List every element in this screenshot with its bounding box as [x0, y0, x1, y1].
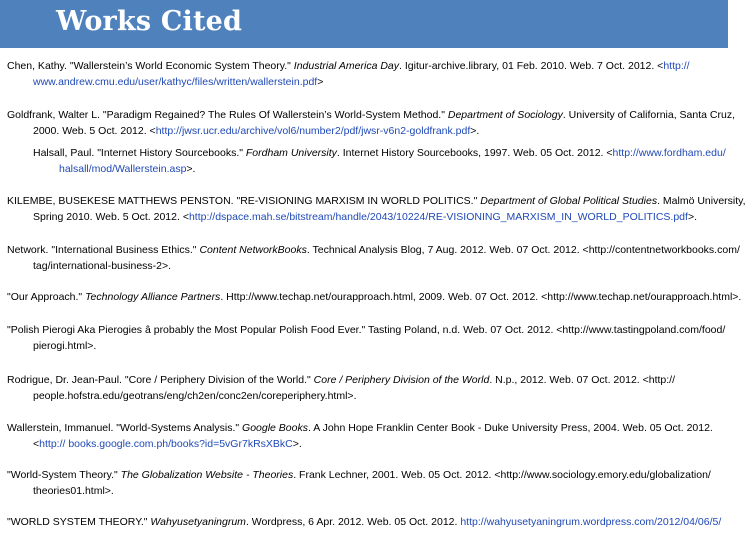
citation-details: . Malmö University, Spring 2010. Web. 5 Oct. 2012. < [33, 195, 746, 223]
citation-entry [7, 420, 747, 452]
citation-author: Goldfrank, Walter L. "Paradigm Regained? The Rules Of Wallerstein’s World-System Method." [7, 109, 448, 121]
page-title: Works Cited [56, 6, 243, 37]
citation-source: Content NetworkBooks [199, 244, 307, 256]
citation-source: Department of Global Political Studies [480, 195, 658, 207]
citation-entry [7, 514, 747, 530]
citation-author: "WORLD SYSTEM THEORY." [7, 516, 151, 528]
citation-details: . Http://www.techap.net/ourapproach.html, 2009. Web. 07 Oct. 2012. <http://www.techap.net/ourapproach.html>. [220, 291, 742, 303]
citation-entry [7, 289, 747, 305]
citation-details: . A John Hope Franklin Center Book - Duke University Press, 2004. Web. 05 Oct. 2012. < [33, 422, 713, 450]
citation-source: Department of Sociology [447, 109, 563, 121]
citation-details: . University of California, Santa Cruz, 2000. Web. 5 Oct. 2012. < [33, 109, 735, 137]
citation-source: Technology Alliance Partners [85, 291, 221, 303]
citation-details: . Internet History Sourcebooks, 1997. Web. 05 Oct. 2012. < [336, 147, 613, 159]
citation-author: "World-System Theory." [7, 469, 121, 481]
citation-link[interactable]: http://dspace.mah.se/bitstream/handle/2043/10224/RE-VISIONING_MARXISM_IN_WORLD_POLITICS.pdf [188, 211, 688, 223]
citation-author: "Our Approach." [7, 291, 86, 303]
citation-entry [7, 107, 747, 139]
citation-details: . Frank Lechner, 2001. Web. 05 Oct. 2012. <http://www.sociology.emory.edu/globalization/ theories01.html>. [33, 469, 711, 497]
citation-details: . Igitur-archive.library, 01 Feb. 2010. Web. 7 Oct. 2012. < [399, 60, 664, 72]
citation-source: Google Books [242, 422, 308, 434]
citation-details: . N.p., 2012. Web. 07 Oct. 2012. <http:// people.hofstra.edu/geotrans/eng/ch2en/conc2en/coreperiphery.html>. [33, 374, 676, 402]
citation-source: Wahyusetyaningrum [150, 516, 246, 528]
citation-source: Core / Periphery Division of the World [313, 374, 490, 386]
citation-entry [7, 467, 747, 499]
citation-author: Wallerstein, Immanuel. "World-Systems Analysis." [7, 422, 243, 434]
citation-details: . Technical Analysis Blog, 7 Aug. 2012. Web. 07 Oct. 2012. <http://contentnetworkbooks.com/ tag/international-business-2>. [33, 244, 740, 272]
citation-entry [7, 193, 747, 225]
citation-author: Chen, Kathy. "Wallerstein’s World Economic System Theory." [7, 60, 294, 72]
citation-entry [7, 372, 747, 404]
citation-link[interactable]: http://wahyusetyaningrum.wordpress.com/2012/04/06/5/ [460, 516, 722, 528]
citation-link[interactable]: http:// books.google.com.ph/books?id=5vGr7kRsXBkC [39, 438, 293, 450]
citation-details: . Wordpress, 6 Apr. 2012. Web. 05 Oct. 2012. [245, 516, 461, 528]
title-bar [0, 0, 728, 48]
citation-source: Fordham University [245, 147, 337, 159]
citation-tail: >. [470, 125, 480, 137]
citation-tail: >. [292, 438, 302, 450]
citation-tail: >. [687, 211, 697, 223]
citation-entry [7, 242, 747, 274]
citation-author: Network. "International Business Ethics." [7, 244, 200, 256]
citation-entry [7, 58, 747, 90]
citation-author: KILEMBE, BUSEKESE MATTHEWS PENSTON. "RE-VISIONING MARXISM IN WORLD POLITICS." [7, 195, 481, 207]
citation-source: Industrial America Day [293, 60, 400, 72]
citation-author: "Polish Pierogi Aka Pierogies â probably the Most Popular Polish Food Ever." Tasting Poland, n.d. Web. 07 Oct. 2012. <http://www.tastingpoland.com/food/ pierogi.html>. [7, 324, 726, 352]
citation-link[interactable]: http:// www.andrew.cmu.edu/user/kathyc/files/written/wallerstein.pdf [33, 60, 690, 88]
citation-link[interactable]: http://www.fordham.edu/ halsall/mod/Wallerstein.asp [59, 147, 726, 175]
citation-entry [7, 322, 747, 354]
citation-entry [33, 145, 747, 177]
citation-tail: >. [186, 163, 196, 175]
citation-author: Halsall, Paul. "Internet History Sourcebooks." [33, 147, 246, 159]
citation-tail: > [317, 76, 324, 88]
citation-link[interactable]: http://jwsr.ucr.edu/archive/vol6/number2/pdf/jwsr-v6n2-goldfrank.pdf [155, 125, 471, 137]
citation-author: Rodrigue, Dr. Jean-Paul. "Core / Periphery Division of the World." [7, 374, 314, 386]
citation-source: The Globalization Website - Theories [120, 469, 294, 481]
